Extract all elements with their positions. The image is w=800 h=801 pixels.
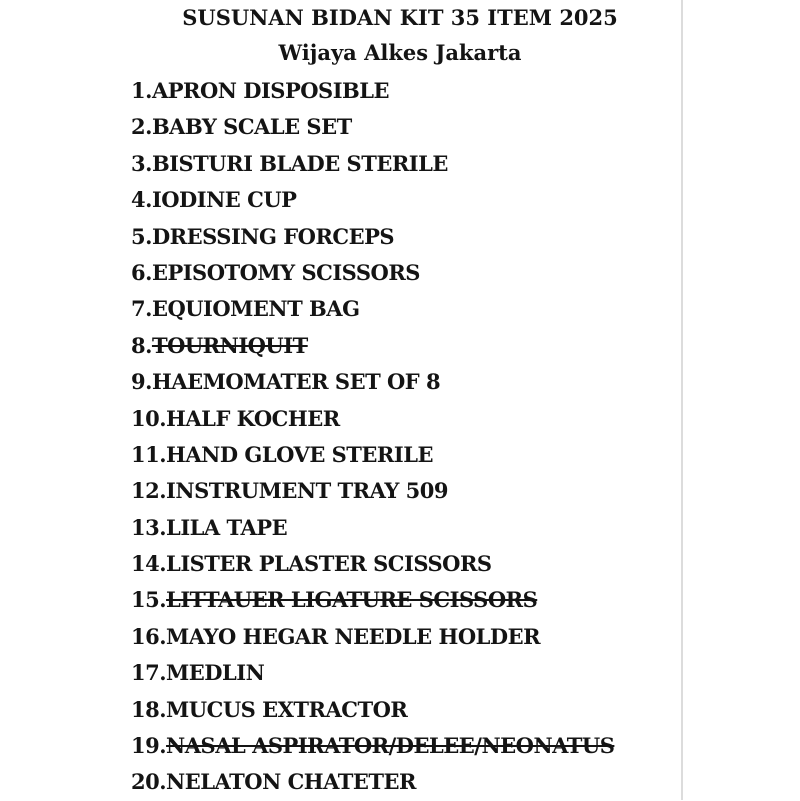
list-item (131, 473, 614, 509)
list-item (131, 291, 614, 327)
item-name-struck: TOURNIQUIT (151, 332, 308, 358)
item-name: BABY SCALE SET (151, 114, 352, 140)
item-number: 9. (131, 369, 152, 395)
list-item (131, 328, 614, 364)
item-number: 14. (131, 551, 167, 577)
item-number: 16. (131, 623, 167, 649)
list-item (131, 619, 614, 655)
item-number: 8. (131, 332, 152, 358)
item-name: LILA TAPE (166, 514, 288, 540)
list-item (131, 546, 614, 582)
item-number: 6. (131, 259, 152, 285)
page-edge-divider (681, 0, 683, 800)
list-item (131, 582, 614, 618)
list-item (131, 364, 614, 400)
item-list (131, 73, 614, 801)
item-name: INSTRUMENT TRAY 509 (166, 478, 448, 504)
item-name: NELATON CHATETER (166, 769, 417, 795)
list-item (131, 692, 614, 728)
item-number: 5. (131, 223, 152, 249)
item-name: HALF KOCHER (166, 405, 340, 431)
document-subtitle: Wijaya Alkes Jakarta (278, 40, 522, 65)
item-name: DRESSING FORCEPS (151, 223, 395, 249)
list-item (131, 219, 614, 255)
item-name: EQUIOMENT BAG (151, 296, 360, 322)
item-name: HAND GLOVE STERILE (166, 441, 433, 467)
item-number: 11. (131, 441, 167, 467)
item-number: 15. (131, 587, 167, 613)
item-number: 18. (131, 696, 167, 722)
item-name: MAYO HEGAR NEEDLE HOLDER (166, 623, 541, 649)
item-name: MEDLIN (166, 660, 265, 686)
item-name: HAEMOMATER SET OF 8 (151, 369, 441, 395)
item-name: IODINE CUP (151, 187, 297, 213)
item-number: 20. (131, 769, 167, 795)
item-number: 17. (131, 660, 167, 686)
item-number: 2. (131, 114, 152, 140)
item-number: 12. (131, 478, 167, 504)
item-name: LISTER PLASTER SCISSORS (166, 551, 492, 577)
list-item (131, 655, 614, 691)
item-name: APRON DISPOSIBLE (151, 78, 390, 103)
item-name-struck: NASAL ASPIRATOR/DELEE/NEONATUS (166, 733, 615, 759)
list-item (131, 728, 614, 764)
document-title: SUSUNAN BIDAN KIT 35 ITEM 2025 (182, 5, 618, 30)
item-name: BISTURI BLADE STERILE (151, 150, 448, 176)
list-item (131, 401, 614, 437)
item-name-struck: LITTAUER LIGATURE SCISSORS (166, 587, 538, 613)
item-number: 3. (131, 150, 152, 176)
list-item (131, 146, 614, 182)
item-number: 19. (131, 733, 167, 759)
list-item (131, 109, 614, 145)
list-item (131, 764, 614, 800)
list-item (131, 510, 614, 546)
item-number: 1. (131, 78, 152, 103)
item-number: 7. (131, 296, 152, 322)
item-number: 4. (131, 187, 152, 213)
item-number: 13. (131, 514, 167, 540)
list-item (131, 255, 614, 291)
item-name: EPISOTOMY SCISSORS (151, 259, 420, 285)
list-item (131, 437, 614, 473)
item-name: MUCUS EXTRACTOR (166, 696, 408, 722)
list-item (131, 182, 614, 218)
list-item (131, 73, 614, 109)
item-number: 10. (131, 405, 167, 431)
